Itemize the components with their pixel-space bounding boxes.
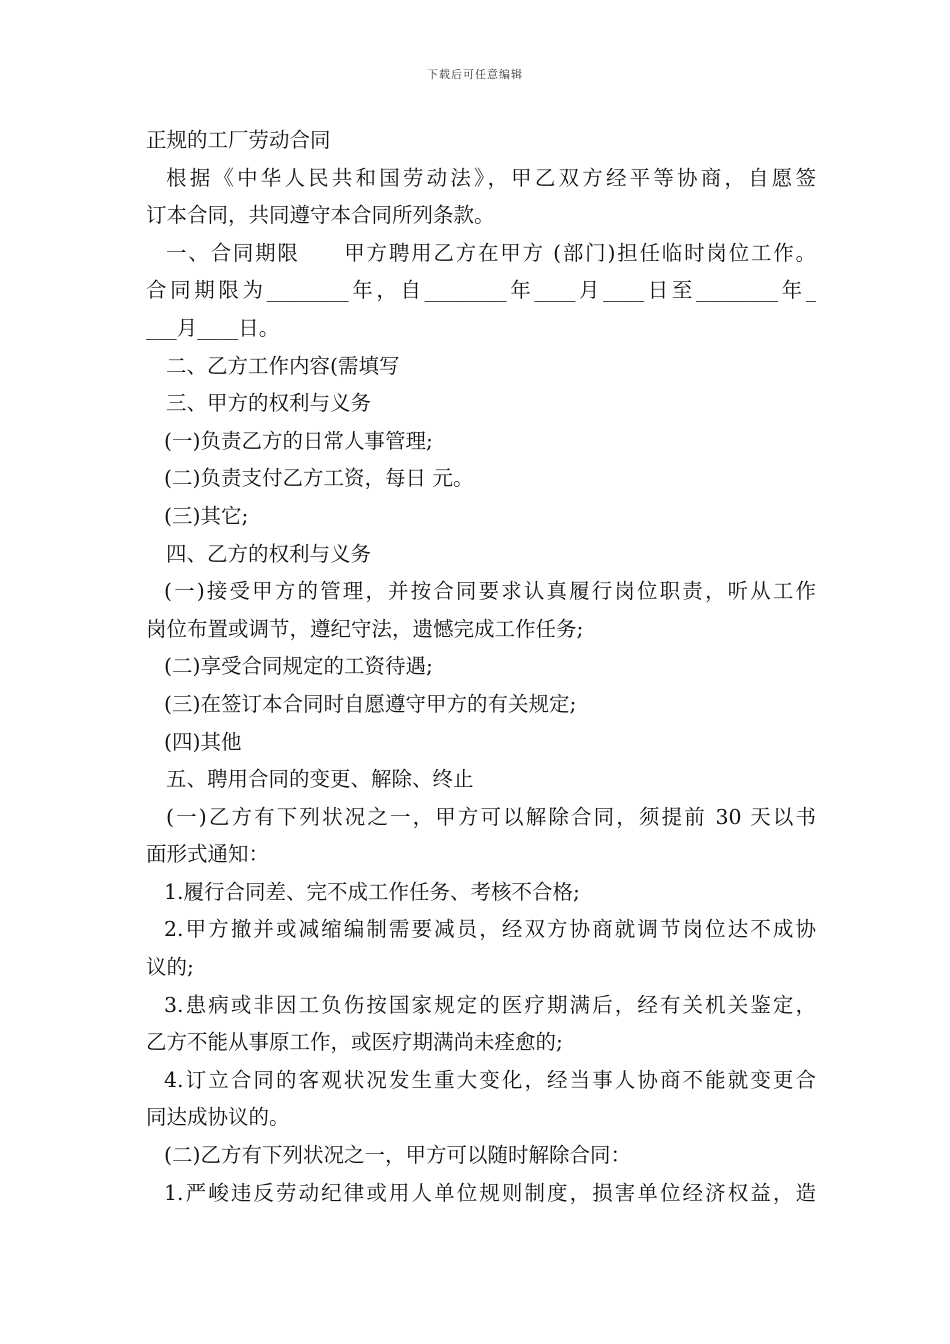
section-heading: 五、聘用合同的变更、解除、终止 (166, 767, 474, 792)
document-body (146, 122, 816, 1212)
paragraph-line: 岗位布置或调节，遵纪守法，遗憾完成工作任务; (146, 616, 584, 641)
list-item: (一)接受甲方的管理，并按合同要求认真履行岗位职责，听从工作 (164, 579, 816, 604)
paragraph-line: 面形式通知： (146, 842, 269, 867)
document-title: 正规的工厂劳动合同 (146, 128, 331, 152)
list-item: (一)乙方有下列状况之一，甲方可以解除合同，须提前 30 天以书 (166, 804, 816, 829)
list-item: 1.严峻违反劳动纪律或用人单位规则制度，损害单位经济权益，造 (164, 1180, 816, 1205)
list-item: (二)负责支付乙方工资，每日 元。 (164, 466, 474, 491)
list-item: (四)其他 (164, 729, 242, 754)
section-heading: 三、甲方的权利与义务 (166, 391, 371, 416)
section-heading: 二、乙方工作内容(需填写 (166, 353, 400, 378)
header-note: 下载后可任意编辑 (427, 68, 523, 81)
paragraph-line: 合同期限为________年，自________年____月____日至________年_ (146, 278, 816, 303)
list-item: 3.患病或非因工负伤按国家规定的医疗期满后，经有关机关鉴定， (164, 992, 816, 1017)
list-item: 2.甲方撤并或减缩编制需要减员，经双方协商就调节岗位达不成协 (164, 917, 816, 942)
paragraph-line: 乙方不能从事原工作，或医疗期满尚未痊愈的; (146, 1030, 563, 1055)
section-heading: 一、合同期限 甲方聘用乙方在甲方 (部门)担任临时岗位工作。 (166, 240, 816, 265)
paragraph-line: 根据《中华人民共和国劳动法》，甲乙双方经平等协商，自愿签 (166, 165, 816, 190)
list-item: (二)享受合同规定的工资待遇; (164, 654, 433, 679)
list-item: (三)其它; (164, 503, 249, 528)
section-heading: 四、乙方的权利与义务 (166, 541, 371, 566)
list-item: 1.履行合同差、完不成工作任务、考核不合格; (164, 879, 580, 904)
list-item: (二)乙方有下列状况之一，甲方可以随时解除合同： (164, 1143, 631, 1168)
paragraph-line: 同达成协议的。 (146, 1105, 290, 1130)
list-item: (一)负责乙方的日常人事管理; (164, 428, 433, 453)
paragraph-line: 议的; (146, 955, 194, 980)
paragraph-line: ___月____日。 (146, 315, 280, 340)
paragraph-line: 订本合同，共同遵守本合同所列条款。 (146, 203, 495, 228)
list-item: (三)在签订本合同时自愿遵守甲方的有关规定; (164, 691, 577, 716)
list-item: 4.订立合同的客观状况发生重大变化，经当事人协商不能就变更合 (164, 1067, 816, 1092)
